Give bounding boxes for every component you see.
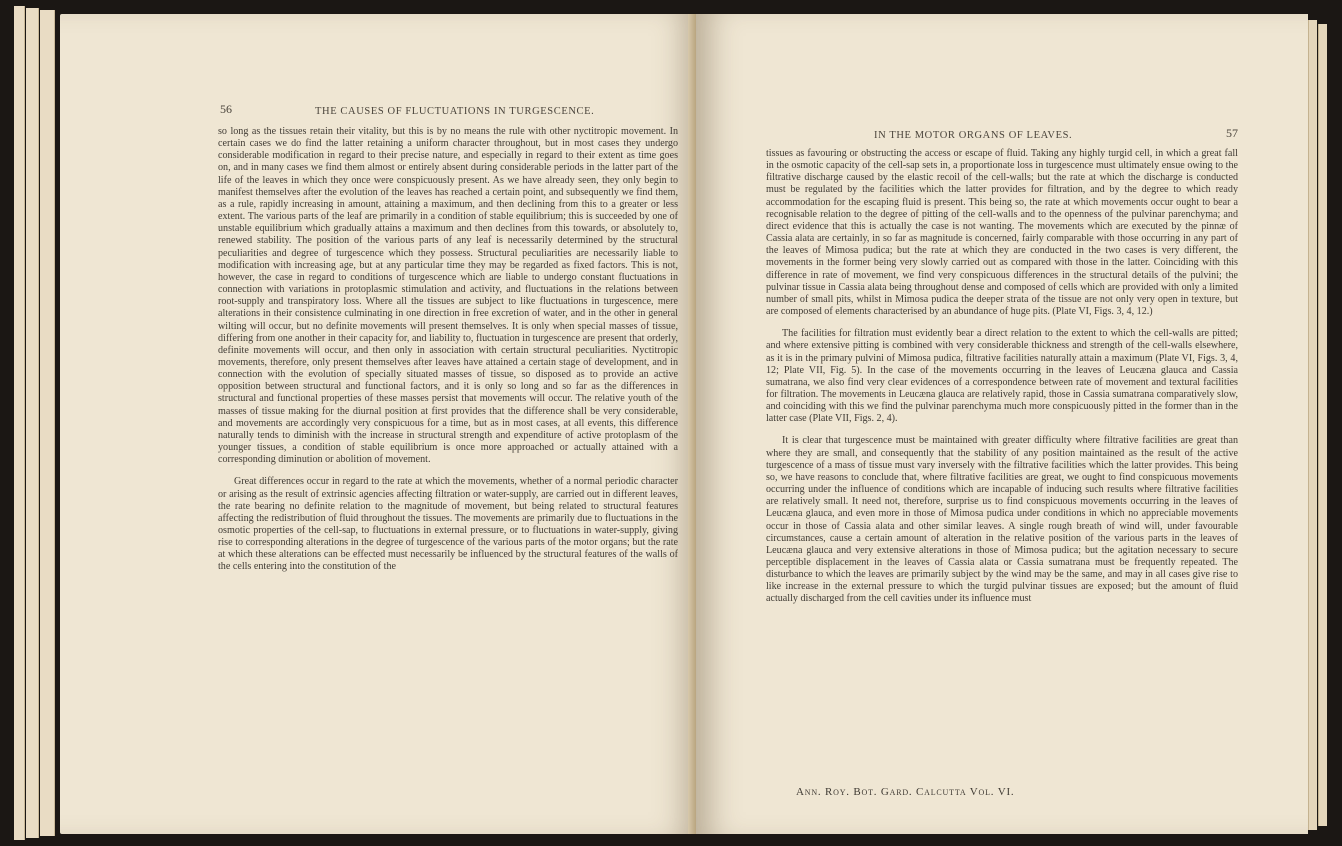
left-paragraph-2: Great differences occur in regard to the rate at which the movements, whether of a normal periodic character or arising as the result of extrinsic agencies affecting filtration or water-supply, are carried out in different leaves, the rate bearing no definite relation to the magnitude of movement, but being related to structural features affecting the redistribution of fluid throughout the tissues. The movements are primarily due to fluctuations in the osmotic properties of the cell-sap, to fluctuations in external pressure, or to fluctuations in water-supply, giving rise to corresponding alterations in the degree of turgescence of the various parts of the motor organs; but the rate at which these alterations can be effected must necessarily be influenced by the structural features of the walls of the cells entering into the constitution of the: [218, 476, 678, 573]
right-paragraph-3: It is clear that turgescence must be maintained with greater difficulty where filtrative facilities are great than where they are small, and consequently that the stability of any position maintained as the result of the active turgescence of a mass of tissue must vary inversely with the filtrative facilities which the latter provides. This being so, we have reasons to conclude that, where filtrative facilities are great, we ought to find conspicuous movements occurring under the influence of conditions which are incapable of inducing such results where filtrative facilities are relatively small. It need not, therefore, surprise us to find conspicuous movements occurring in the leaves of Leucæna glauca, and even more in those of Mimosa pudica under conditions in which no appreciable movements occur in those of Cassia alata and other similar leaves. A single rough breath of wind will, under favourable circumstances, cause a certain amount of alteration in the relative position of the various parts in the leaves of Leucæna glauca and very extensive alterations in those of Mimosa pudica; but the agitation necessary to secure perceptible displacement in the leaves of Cassia alata or Cassia sumatrana must be frequently repeated. The disturbance to which the leaves are primarily subject by the wind may be the same, and may in all cases give rise to like increase in the external pressure to which the turgid pulvinar tissues are exposed; but the amount of fluid actually discharged from the cell cavities under its influence must: [766, 435, 1238, 605]
left-running-head: THE CAUSES OF FLUCTUATIONS IN TURGESCENCE.: [315, 106, 595, 117]
right-page-number: 57: [1226, 126, 1238, 140]
left-paragraph-1: so long as the tissues retain their vitality, but this is by no means the rule with other nyctitropic movement. In certain cases we do find the latter retaining a uniform character throughout, but in most cases they undergo considerable modification in regard to their precise nature, and especially in regard to their extent as time goes on, and in many cases we find them almost or entirely absent during considerable periods in the latter part of the life of the leaves in which they once were conspicuously present. As we have already seen, they only begin to manifest themselves after the evolution of the leaves has reached a certain point, and subsequently we find them, as a rule, rapidly increasing in amount, attaining a maximum, and then declining from this to a greater or less extent. The various parts of the leaf are primarily in a condition of stable equilibrium; this is succeeded by one of unstable equilibrium which gradually attains a maximum and then declines from this towards, or absolutely to, renewed stability. The position of the various parts of any leaf is necessarily determined by the structural peculiarities and degree of turgescence which they possess. Structural peculiarities are necessarily liable to modification with increasing age, but at any particular time they may be regarded as fixed factors. This is not, however, the case in regard to conditions of turgescence which are liable to undergo constant fluctuations in connection with variations in protoplasmic stimulation and activity, and fluctuations in the relations between root-supply and transpiratory loss. Where all the tissues are subject to like fluctuations in turgescence, mere alterations in their consistence culminating in one direction in free excretion of water, and in the other in general wilting will occur, but no definite movements will present themselves. It is only when special masses of tissue, differing from one another in their capacity for, and liability to, fluctuation in turgescence are present that orderly, definite movements will occur, and then only in association with certain structural peculiarities. Nyctitropic movements, therefore, only present themselves after leaves have attained a certain stage of development, and in connection with the evolution of specially situated masses of tissue, so disposed as to provide an active opposition between structural and functional factors, and it is only so long and so far as the differences in structural and functional properties of these masses persist that movements will occur. The relative youth of the masses of tissue making for the diurnal position at first provides that the difference shall be very considerable, and movements are accordingly very conspicuous for a time, but as in most cases, at all events, this difference naturally tends to diminish with the increase in structural strength and expenditure of active protoplasm of the younger tissues, a condition of stable equilibrium is once more approached or actually attained with a corresponding diminution or abolition of movement.: [218, 126, 678, 466]
right-page-footer: Ann. Roy. Bot. Gard. Calcutta Vol. VI.: [796, 786, 1015, 798]
right-page: [696, 14, 1308, 834]
right-page-edges: [1308, 20, 1317, 830]
left-page-edges: [14, 6, 25, 840]
right-page-edges-outer: [1318, 24, 1327, 826]
right-paragraph-1: tissues as favouring or obstructing the access or escape of fluid. Taking any highly turgid cell, in which a great fall in the osmotic capacity of the cell-sap sets in, a proportionate loss in turgescence must ultimately ensue owing to the filtrative discharge caused by the elastic recoil of the cell-walls; but the rate at which the discharge is conducted must be regulated by the facilities which the latter provides for filtration, and by the degree to which ready accommodation for the escaping fluid is present. This being so, the rate at which movements occur ought to bear a recognisable relation to the degree of pitting of the cell-walls and to the openness of the pulvinar parenchyma; and direct evidence that this is actually the case is not wanting. The movements which are executed by the pinnæ of Cassia alata are certainly, in so far as magnitude is concerned, fairly comparable with those occurring in any part of the leaves of Mimosa pudica; but the rate at which they are conducted in the two cases is very different, the movements in the former being very slowly carried out as compared with those in the latter. Coinciding with this difference in rate of movement, we find very conspicuous differences in the structural details of the pulvini; the pulvinar tissue in Cassia alata being throughout dense and composed of cells which are provided with only a limited number of small pits, whilst in Mimosa pudica the deeper strata of the tissue are not only very open in texture, but are composed of elements characterised by an abundance of huge pits. (Plate VI, Figs. 3, 4, 12.): [766, 148, 1238, 318]
left-page: [60, 14, 696, 834]
right-paragraph-2: The facilities for filtration must evidently bear a direct relation to the extent to which the cell-walls are pitted; and where extensive pitting is combined with very considerable thickness and strength of the cell-walls elsewhere, as it is in the primary pulvini of Mimosa pudica, filtrative facilities naturally attain a maximum (Plate VI, Figs. 3, 4, 12; Plate VII, Fig. 5). In the case of the movements occurring in the leaves of Leucæna glauca and Cassia sumatrana, we also find very clear evidences of a correspondence between rate of movement and textural facilities for filtration. The movements in Leucæna glauca are relatively rapid, those in Cassia sumatrana comparatively slow, and coinciding with this we find the pulvinar parenchyma much more conspicuously pitted in the former than in the latter case (Plate VII, Figs. 2, 4).: [766, 328, 1238, 425]
right-page-text: [766, 148, 1238, 616]
left-page-edges-inner: [26, 8, 39, 838]
left-page-text: [218, 126, 678, 584]
right-running-head: IN THE MOTOR ORGANS OF LEAVES.: [874, 130, 1073, 141]
left-page-number: 56: [220, 102, 232, 116]
left-page-edges-inner2: [40, 10, 55, 836]
